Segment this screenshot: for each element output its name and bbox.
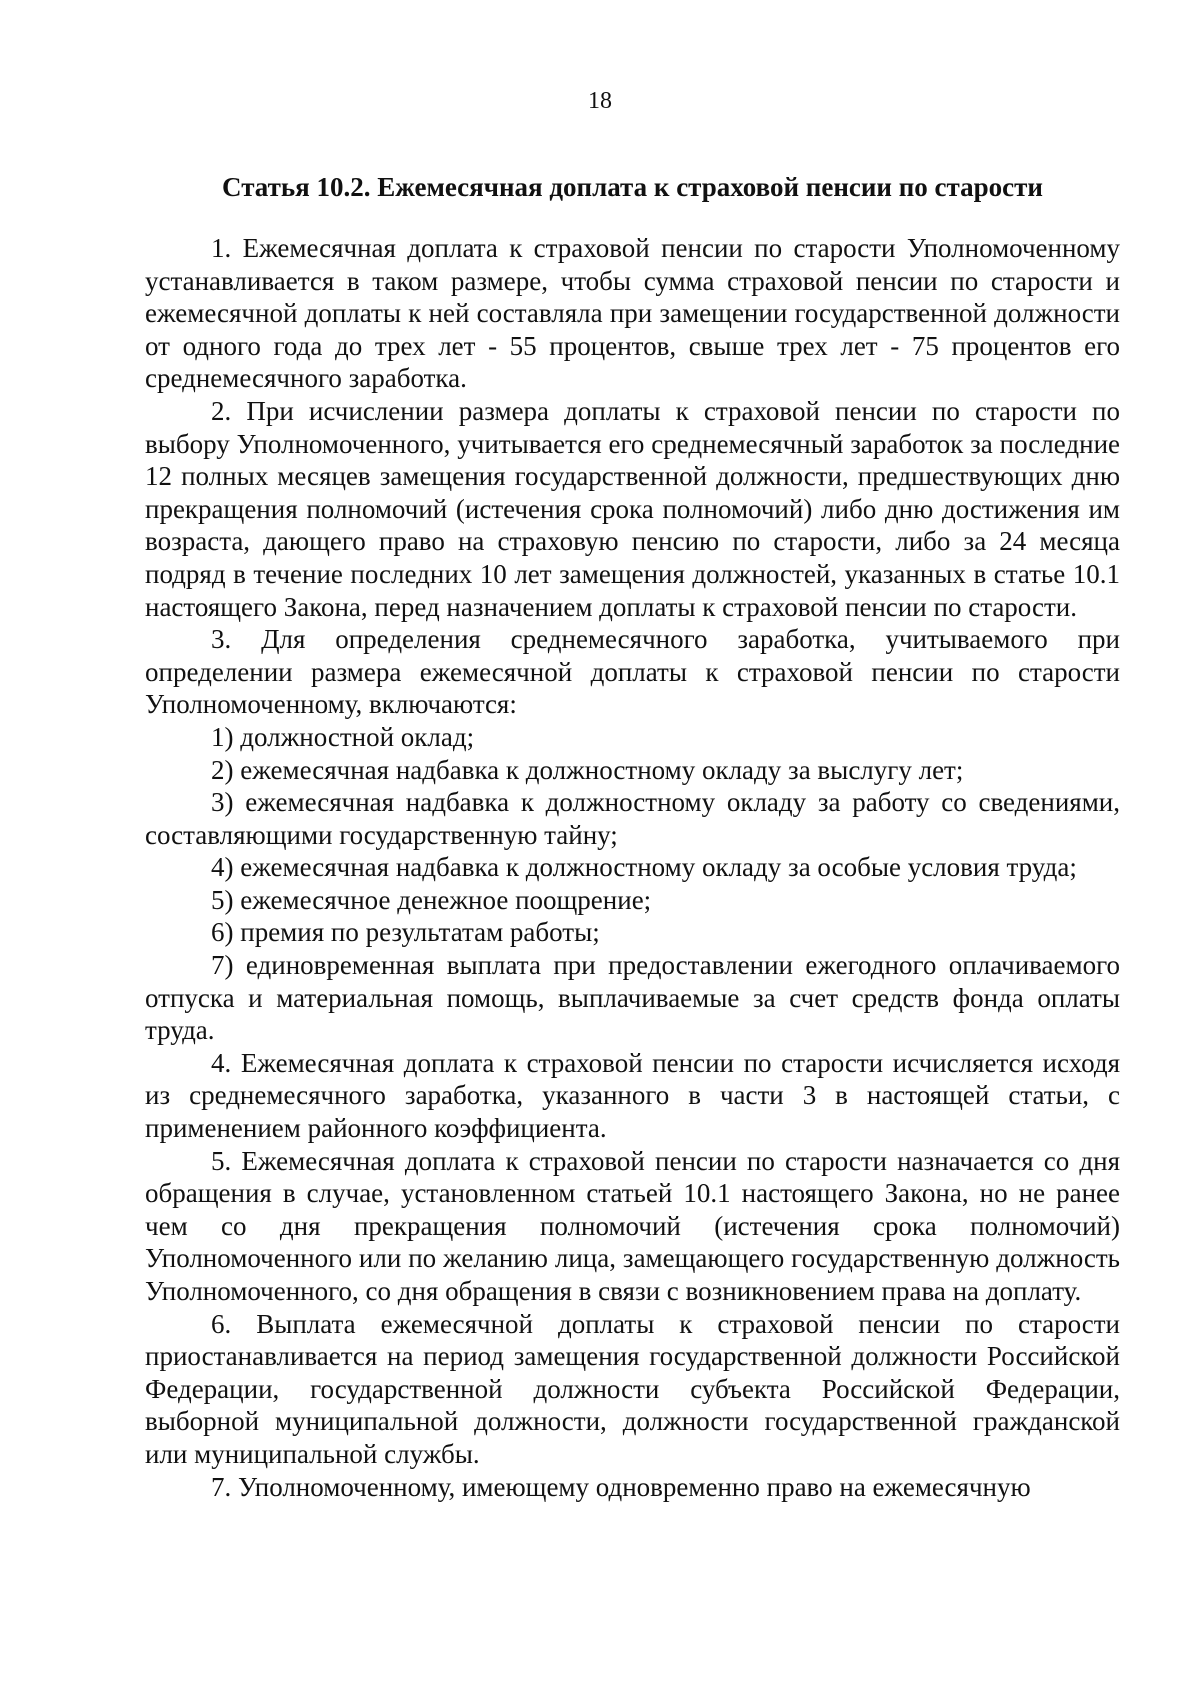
article-body	[145, 232, 1120, 1503]
list-item-1: 1) должностной оклад;	[211, 721, 475, 752]
paragraph-part-4: 4. Ежемесячная доплата к страховой пенсии по старости исчисляется исходя из среднемесячного заработка, указанного в части 3 в настоящей статьи, с применением районного коэффициента.	[145, 1047, 1120, 1144]
paragraph-part-3: 3. Для определения среднемесячного заработка, учитываемого при определении размера ежемесячной доплаты к страховой пенсии по старости Уполномоченному, включаются:	[145, 624, 1120, 720]
list-item-2: 2) ежемесячная надбавка к должностному окладу за выслугу лет;	[211, 754, 964, 785]
list-item-7: 7) единовременная выплата при предоставлении ежегодного оплачиваемого отпуска и материальная помощь, выплачиваемые за счет средств фонда оплаты труда.	[145, 950, 1120, 1046]
paragraph-part-1: 1. Ежемесячная доплата к страховой пенсии по старости Уполномоченному устанавливается в таком размере, чтобы сумма страховой пенсии по старости и ежемесячной доплаты к ней составляла при замещении государственной должности от одного года до трех лет - 55 процентов, свыше трех лет - 75 процентов его среднемесячного заработка.	[145, 233, 1120, 394]
paragraph-part-6: 6. Выплата ежемесячной доплаты к страховой пенсии по старости приостанавливается на период замещения государственной должности Российской Федерации, государственной должности субъекта Российской Федерации, выборной муниципальной должности, должности государственной гражданской или муниципальной службы.	[145, 1308, 1120, 1469]
paragraph-part-5: 5. Ежемесячная доплата к страховой пенсии по старости назначается со дня обращения в случае, установленном статьей 10.1 настоящего Закона, но не ранее чем со дня прекращения полномочий (истечения срока полномочий) Уполномоченного или по желанию лица, замещающего государственную должность Уполномоченного, со дня обращения в связи с возникновением права на доплату.	[145, 1145, 1120, 1306]
list-item-4: 4) ежемесячная надбавка к должностному окладу за особые условия труда;	[211, 852, 1077, 883]
paragraph-part-7: 7. Уполномоченному, имеющему одновременно право на ежемесячную	[211, 1471, 1031, 1502]
list-item-5: 5) ежемесячное денежное поощрение;	[211, 884, 652, 915]
article-title: Статья 10.2. Ежемесячная доплата к страховой пенсии по старости	[222, 172, 1043, 202]
page-number: 18	[588, 88, 612, 114]
list-item-6: 6) премия по результатам работы;	[211, 917, 600, 948]
list-item-3: 3) ежемесячная надбавка к должностному окладу за работу со сведениями, составляющими государственную тайну;	[145, 787, 1120, 850]
paragraph-part-2: 2. При исчислении размера доплаты к страховой пенсии по старости по выбору Уполномоченного, учитывается его среднемесячный заработок за последние 12 полных месяцев замещения государственной должности, предшествующих дню прекращения полномочий (истечения срока полномочий) либо дню достижения им возраста, дающего право на страховую пенсию по старости, либо за 24 месяца подряд в течение последних 10 лет замещения должностей, указанных в статье 10.1 настоящего Закона, перед назначением доплаты к страховой пенсии по старости.	[145, 395, 1120, 622]
